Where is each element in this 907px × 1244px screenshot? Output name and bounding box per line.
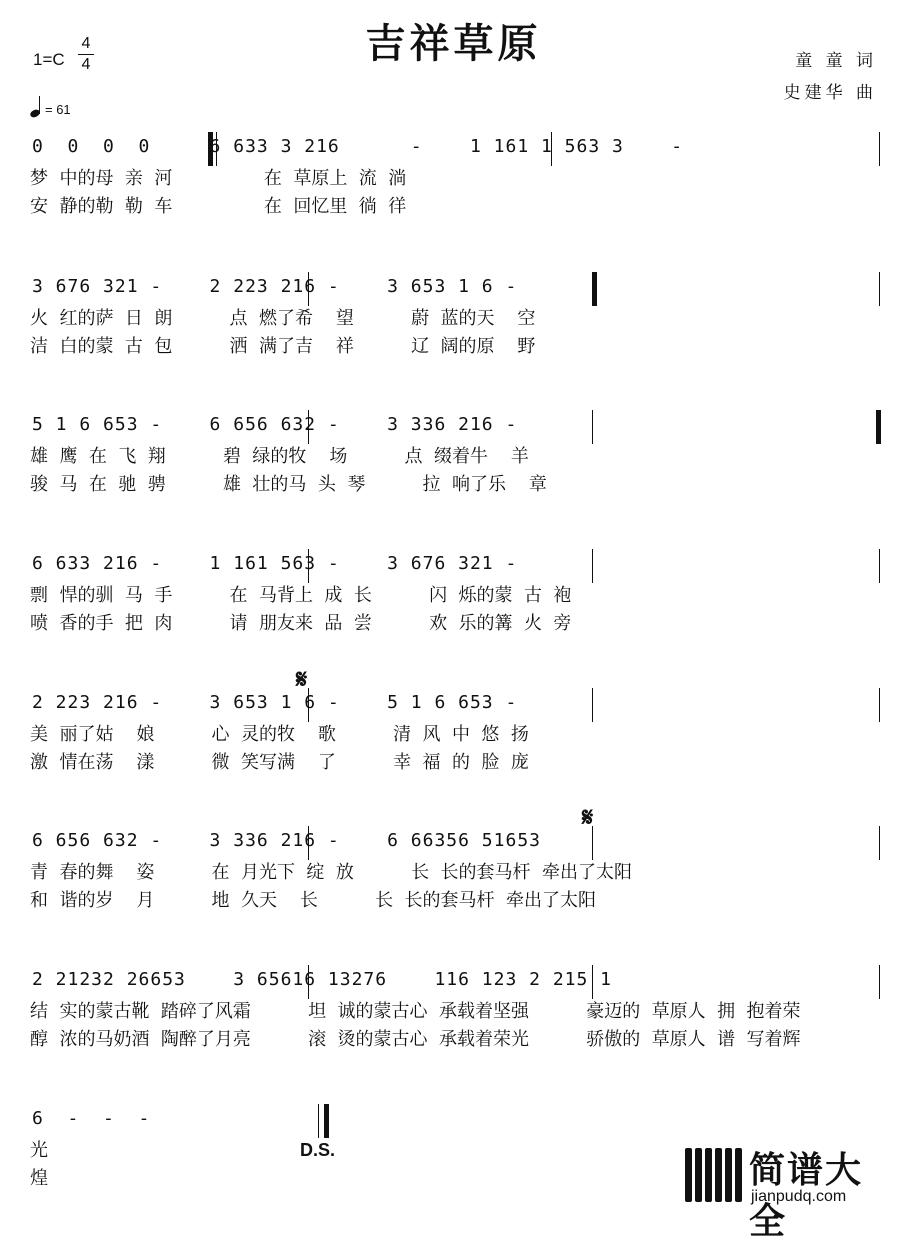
logo-url: jianpudq.com [751, 1188, 847, 1205]
barline [879, 132, 880, 166]
lyrics-verse-1: 青 春的舞 姿 在 月光下 绽 放 长 长的套马杆 牵出了太阳 [30, 862, 632, 883]
barline [879, 688, 880, 722]
composer-credit: 史建华 曲 [783, 83, 877, 103]
segno-mark-2: 𝄋 [582, 803, 594, 833]
notation-line: 2 223 216 - 3 653 1 6 - 5 1 6 653 - [32, 692, 565, 713]
song-title: 吉祥草原 [365, 21, 542, 67]
logo-name: 简谱大全 [749, 1150, 864, 1242]
lyrics-verse-1: 雄 鹰 在 飞 翔 碧 绿的牧 场 点 缀着牛 羊 [30, 446, 529, 467]
notation-line: 5 1 6 653 - 6 656 632 - 3 336 216 - [32, 414, 565, 435]
tempo-value: = 61 [45, 102, 71, 117]
notation-line: 6 656 632 - 3 336 216 - 6 66356 51653 [32, 830, 589, 851]
time-signature-top: 4 [81, 35, 91, 52]
segno-mark: 𝄋 [296, 665, 308, 695]
lyrics-verse-2: 和 谐的岁 月 地 久天 长 长 长的套马杆 牵出了太阳 [30, 890, 596, 911]
lyrics-verse-2: 醇 浓的马奶酒 陶醉了月亮 滚 烫的蒙古心 承载着荣光 骄傲的 草原人 谱 写着辉 [30, 1029, 801, 1050]
lyrics-verse-1: 梦 中的母 亲 河 在 草原上 流 淌 [30, 168, 407, 189]
barline [592, 688, 593, 722]
lyrics-verse-2: 煌 [30, 1168, 48, 1189]
barline [318, 1104, 319, 1138]
ds-label: D.S. [300, 1140, 336, 1160]
lyrics-verse-1: 光 [30, 1140, 48, 1161]
key-signature: 1=C [33, 50, 65, 69]
lyrics-verse-2: 喷 香的手 把 肉 请 朋友来 品 尝 欢 乐的篝 火 旁 [30, 613, 572, 634]
lyrics-verse-1: 美 丽了姑 娘 心 灵的牧 歌 清 风 中 悠 扬 [30, 724, 529, 745]
notation-line: 0 0 0 0 6 633 3 216 - 1 161 1 563 3 - [32, 136, 731, 157]
lyrics-verse-2: 安 静的勒 勒 车 在 回忆里 徜 徉 [30, 196, 407, 217]
barline [879, 965, 880, 999]
notation-line: 6 633 216 - 1 161 563 - 3 676 321 - [32, 553, 565, 574]
lyrics-verse-2: 骏 马 在 驰 骋 雄 壮的马 头 琴 拉 响了乐 章 [30, 474, 547, 495]
lyricist-credit: 童 童 词 [795, 51, 877, 71]
lyrics-verse-2: 洁 白的蒙 古 包 洒 满了吉 祥 辽 阔的原 野 [30, 336, 536, 357]
lyrics-verse-1: 火 红的萨 日 朗 点 燃了希 望 蔚 蓝的天 空 [30, 308, 536, 329]
barline [879, 549, 880, 583]
notation-line: 6 - - - [32, 1108, 281, 1129]
barline [592, 272, 597, 306]
time-signature [78, 34, 94, 75]
piano-keys-icon [685, 1148, 743, 1202]
time-signature-bottom: 4 [81, 56, 91, 73]
lyrics-verse-2: 激 情在荡 漾 微 笑写满 了 幸 福 的 脸 庞 [30, 752, 529, 773]
tempo-mark [30, 96, 90, 126]
barline [879, 826, 880, 860]
barline [876, 410, 881, 444]
barline [592, 410, 593, 444]
site-logo [685, 1142, 900, 1242]
barline [879, 272, 880, 306]
notation-line: 2 21232 26653 3 65616 13276 116 123 2 215 1 [32, 969, 660, 990]
barline [592, 549, 593, 583]
lyrics-verse-1: 剽 悍的驯 马 手 在 马背上 成 长 闪 烁的蒙 古 袍 [30, 585, 572, 606]
lyrics-verse-1: 结 实的蒙古靴 踏碎了风霜 坦 诚的蒙古心 承载着坚强 豪迈的 草原人 拥 抱着荣 [30, 1001, 801, 1022]
notation-line: 3 676 321 - 2 223 216 - 3 653 1 6 - [32, 276, 565, 297]
barline [324, 1104, 329, 1138]
